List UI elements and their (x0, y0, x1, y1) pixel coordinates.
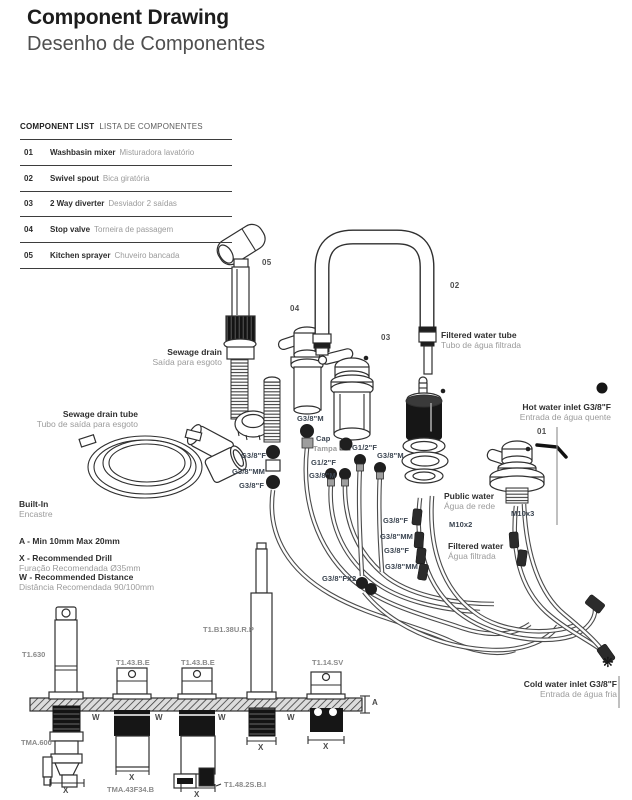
fitting-g38fx2: G3/8"FX2 (322, 574, 357, 583)
callout-04: 04 (290, 304, 300, 313)
fitting-g12f-right: G1/2"F (352, 443, 377, 452)
callout-02: 02 (450, 281, 460, 290)
label-sewage-drain-tube: Sewage drain tube Tubo de saída para esgoto (36, 409, 138, 429)
snowflake-icon: ❋ (602, 654, 614, 670)
fitting-m10x2: M10x2 (449, 520, 473, 529)
component-list-header (20, 114, 232, 139)
page-title: Component Drawing (27, 6, 229, 29)
label-filtered-water-tube: Filtered water tube Tubo de água filtrada (441, 330, 522, 350)
list-item: 04 Stop valve Torneira de passagem (20, 216, 232, 242)
dim-x-5: X (323, 742, 329, 751)
install-t143be-1 (113, 668, 151, 775)
list-item: 02 Swivel spout Bica giratória (20, 165, 232, 191)
fitting-cap: Cap (316, 434, 331, 443)
note-a: A - Min 10mm Max 20mm (19, 536, 120, 546)
code-t1482sbi: T1.48.2S.B.I (224, 780, 267, 789)
fitting-left-3: G3/8"F (239, 481, 264, 490)
fitting-right-1: G3/8"F (383, 516, 408, 525)
list-item: 03 2 Way diverter Desviador 2 saídas (20, 191, 232, 217)
fitting-right-2: G3/8"MM (380, 532, 414, 541)
fitting-g38m-left: G3/8"M (309, 471, 336, 480)
allen-key-drawing (537, 445, 566, 457)
callout-05: 05 (262, 258, 272, 267)
note-w: W - Recommended Distance Distância Recomendada 90/100mm (19, 572, 155, 592)
list-item: 01 Washbasin mixer Misturadora lavatório (20, 139, 232, 165)
code-t1b138urp: T1.B1.38U.R.P (203, 625, 254, 634)
fitting-right-4: G3/8"MM (385, 562, 419, 571)
note-x: X - Recommended Drill Furação Recomendada Ø35mm (19, 553, 141, 573)
code-tma600: TMA.600 (21, 738, 52, 747)
fitting-g12f-left: G1/2"F (311, 458, 336, 467)
dim-a: A (372, 698, 378, 707)
dim-x-1: X (63, 786, 69, 795)
component-list (20, 114, 232, 269)
sewage-drain-tube-drawing (79, 429, 202, 498)
fitting-g38m-right: G3/8"M (377, 451, 404, 460)
dim-x-4: X (258, 743, 264, 752)
code-tma43f34b: TMA.43F34.B (107, 785, 155, 794)
callout-01: 01 (537, 427, 547, 436)
label-public-water: Public water Água de rede (444, 491, 496, 511)
label-sewage-drain: Sewage drain Saída para esgoto (152, 347, 222, 367)
fitting-left-1: G3/8"F (241, 451, 266, 460)
fitting-left-2: G3/8"MM (232, 467, 266, 476)
component-list-title-pt: LISTA DE COMPONENTES (99, 122, 203, 131)
label-built-in: Built-In Encastre (19, 499, 53, 519)
component-list-title-en: COMPONENT LIST (20, 122, 95, 131)
hot-indicator-dot (597, 383, 608, 394)
filter-cartridge-drawing (402, 377, 448, 483)
code-t114sv: T1.14.SV (312, 658, 344, 667)
list-item: 05 Kitchen sprayer Chuveiro bancada (20, 242, 232, 269)
dim-x-3: X (194, 790, 200, 799)
dim-x-2: X (129, 773, 135, 782)
callout-03: 03 (381, 333, 391, 342)
fitting-m10x3: M10x3 (511, 509, 535, 518)
code-t1630: T1.630 (22, 650, 46, 659)
install-t1b138urp (247, 543, 276, 745)
install-t143be-2 (174, 668, 221, 792)
fitting-right-3: G3/8"F (384, 546, 409, 555)
install-t114sv (307, 672, 345, 744)
page-subtitle: Desenho de Componentes (27, 33, 265, 55)
label-hot-water-inlet: Hot water inlet G3/8"F Entrada de água quente (519, 402, 611, 422)
fitting-cap-pt: Tampa (313, 444, 338, 453)
install-t1630 (43, 607, 84, 787)
fitting-g38m-top: G3/8"M (297, 414, 324, 423)
label-filtered-water: Filtered water Água filtrada (448, 541, 504, 561)
dim-w-3: W (218, 713, 226, 722)
page-header (27, 6, 265, 56)
label-cold-water-inlet: Cold water inlet G3/8"F Entrada de água fria (523, 679, 617, 699)
dim-w-2: W (155, 713, 163, 722)
code-t143be-1: T1.43.B.E (116, 658, 150, 667)
code-t143be-2: T1.43.B.E (181, 658, 215, 667)
dim-w-1: W (92, 713, 100, 722)
dim-w-4: W (287, 713, 295, 722)
